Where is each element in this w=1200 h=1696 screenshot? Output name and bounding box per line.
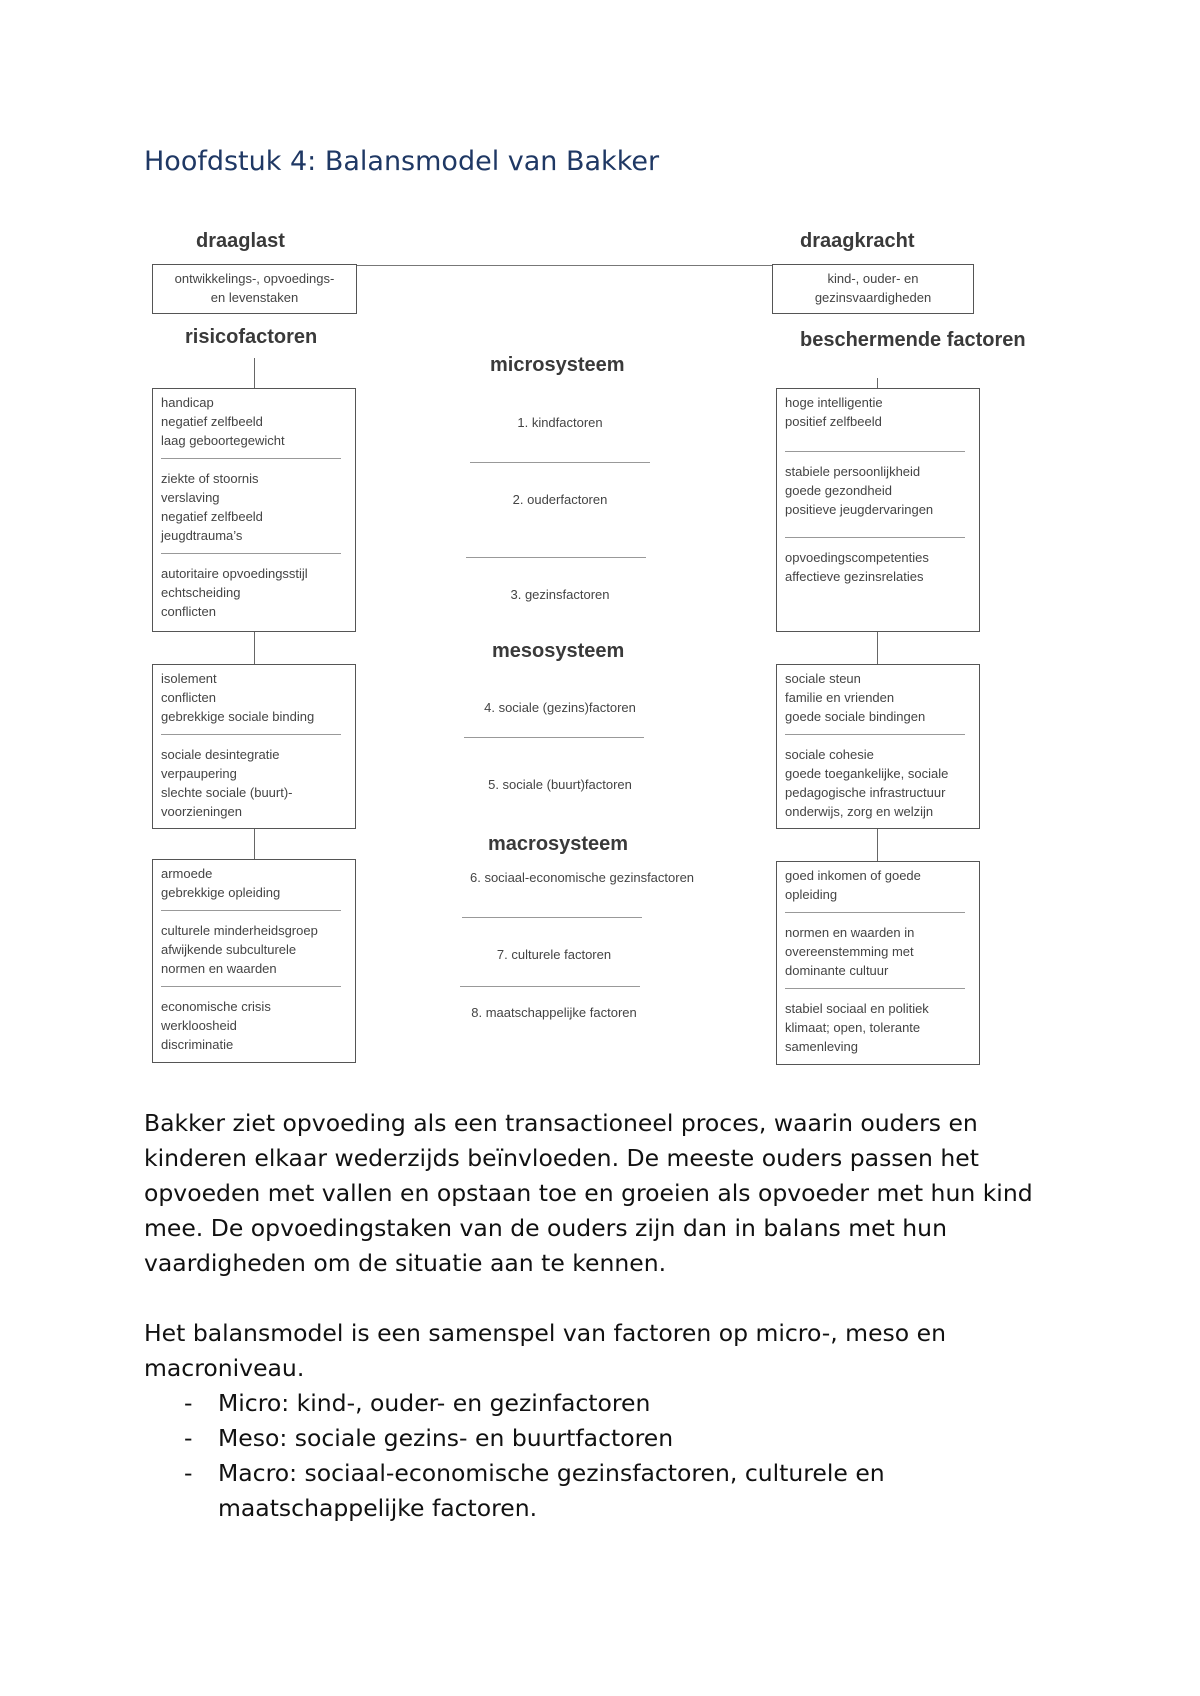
risk-box-macro: [152, 859, 356, 1063]
level-item: [470, 868, 695, 887]
risicofactoren-label: risicofactoren: [185, 326, 318, 348]
connector-line: [254, 358, 255, 388]
microsysteem-label: microsysteem: [490, 354, 625, 376]
protect-item: sociale cohesie: [785, 747, 874, 762]
level-item: 1. kindfactoren: [517, 415, 603, 430]
protect-item: hoge intelligentie: [785, 395, 883, 410]
draaglast-box-line: ontwikkelings-, opvoedings-: [174, 271, 335, 286]
draaglast-box-line: en levenstaken: [210, 290, 299, 305]
risk-item: economische crisis: [161, 999, 271, 1014]
risk-item: slechte sociale (buurt)-: [161, 785, 293, 800]
risk-box-micro: [152, 388, 356, 632]
middle-divider: [470, 462, 650, 463]
risk-item: conflicten: [161, 690, 216, 705]
risk-item: discriminatie: [161, 1037, 234, 1052]
risk-item: ziekte of stoornis: [161, 471, 259, 486]
beschermende-line: factoren: [946, 329, 1026, 351]
level-item: 5. sociale (buurt)factoren: [488, 777, 632, 792]
protect-box-macro: [776, 861, 980, 1065]
list-item-text: Macro: sociaal-economische gezinsfactoren, culturele en maatschappelijke factoren.: [218, 1459, 885, 1522]
level-item-line: 8. maatschappelijke: [471, 1005, 587, 1020]
box-divider: [785, 988, 965, 989]
protect-item: normen en waarden in: [785, 925, 915, 940]
level-item: 3. gezinsfactoren: [510, 587, 610, 602]
box-divider: [161, 910, 341, 911]
connector-line: [254, 632, 255, 664]
risk-item: sociale desintegratie: [161, 747, 280, 762]
box-divider: [161, 734, 341, 735]
risk-item: negatief zelfbeeld: [161, 414, 263, 429]
risk-item: verslaving: [161, 490, 220, 505]
risk-item: voorzieningen: [161, 804, 242, 819]
protect-item: klimaat; open, tolerante: [785, 1020, 921, 1035]
protect-item: samenleving: [785, 1039, 858, 1054]
connector-line: [877, 632, 878, 664]
level-item-line: 6. sociaal-economische: [470, 870, 606, 885]
box-divider: [785, 912, 965, 913]
risk-item: isolement: [161, 671, 217, 686]
body-paragraph: Het balansmodel is een samenspel van factoren op micro-, meso en macroniveau.: [144, 1319, 946, 1382]
middle-divider: [460, 986, 640, 987]
page-title: Hoofdstuk 4: Balansmodel van Bakker: [144, 146, 660, 177]
risk-item: jeugdtrauma’s: [161, 528, 243, 543]
risk-item: handicap: [161, 395, 214, 410]
box-divider: [161, 986, 341, 987]
beschermende-factoren-label: [800, 326, 1026, 354]
protect-item: goede sociale bindingen: [785, 709, 926, 724]
list-item: [144, 1456, 1044, 1526]
level-item: 4. sociale (gezins)factoren: [484, 700, 636, 715]
box-divider: [785, 537, 965, 538]
protect-item: affectieve gezinsrelaties: [785, 569, 924, 584]
level-item-line: gezinsfactoren: [609, 870, 695, 885]
connector-line: [877, 829, 878, 861]
protect-item: dominante cultuur: [785, 963, 889, 978]
level-item: 7. culturele factoren: [496, 947, 612, 962]
protect-item: onderwijs, zorg en welzijn: [785, 804, 934, 819]
box-divider: [785, 451, 965, 452]
risk-item: verpaupering: [161, 766, 237, 781]
protect-item: sociale steun: [785, 671, 861, 686]
level-item-line: factoren: [589, 1005, 637, 1020]
balance-connector: [356, 265, 772, 266]
protect-item: goed inkomen of goede: [785, 868, 921, 883]
draaglast-label: draaglast: [196, 230, 285, 252]
level-item: 2. ouderfactoren: [512, 492, 608, 507]
risk-item: armoede: [161, 866, 213, 881]
protect-item: overeenstemming met: [785, 944, 914, 959]
box-divider: [161, 458, 341, 459]
protect-box-micro: [776, 388, 980, 632]
middle-divider: [462, 917, 642, 918]
middle-divider: [464, 737, 644, 738]
bullet-dash: -: [184, 1424, 193, 1452]
list-item-text: Micro: kind-, ouder- en gezinfactoren: [218, 1389, 651, 1417]
protect-item: pedagogische infrastructuur: [785, 785, 946, 800]
protect-item: stabiel sociaal en politiek: [785, 1001, 929, 1016]
protect-item: opleiding: [785, 887, 838, 902]
risk-item: laag geboortegewicht: [161, 433, 285, 448]
protect-item: familie en vrienden: [785, 690, 895, 705]
risk-item: conflicten: [161, 604, 216, 619]
protect-item: opvoedingscompetenties: [785, 550, 929, 565]
level-item: [464, 1003, 644, 1022]
bullet-dash: -: [184, 1389, 193, 1417]
list-item-text: Meso: sociale gezins- en buurtfactoren: [218, 1424, 674, 1452]
draagkracht-box: [772, 264, 974, 314]
risk-box-meso: [152, 664, 356, 829]
mesosysteem-label: mesosysteem: [492, 640, 625, 662]
middle-divider: [466, 557, 646, 558]
box-divider: [785, 734, 965, 735]
risk-item: gebrekkige sociale binding: [161, 709, 315, 724]
draagkracht-box-line: kind-, ouder- en: [827, 271, 919, 286]
connector-line: [877, 378, 878, 388]
body-paragraph: Bakker ziet opvoeding als een transactioneel proces, waarin ouders en kinderen elkaar wederzijds beïnvloeden. De meeste ouders passen het opvoeden met vallen en opstaan toe en groeien als opvoeder met hun kind mee. De opvoedingstaken van de ouders zijn dan in balans met hun vaardigheden om de situatie aan te kennen.: [144, 1109, 1033, 1277]
risk-item: gebrekkige opleiding: [161, 885, 281, 900]
risk-item: negatief zelfbeeld: [161, 509, 263, 524]
protect-item: stabiele persoonlijkheid: [785, 464, 921, 479]
box-divider: [161, 553, 341, 554]
draaglast-box: [152, 264, 357, 314]
beschermende-line: beschermende: [800, 329, 942, 351]
risk-item: autoritaire opvoedingsstijl: [161, 566, 308, 581]
risk-item: normen en waarden: [161, 961, 277, 976]
protect-item: positief zelfbeeld: [785, 414, 882, 429]
risk-item: afwijkende subculturele: [161, 942, 297, 957]
protect-item: goede gezondheid: [785, 483, 892, 498]
protect-item: goede toegankelijke, sociale: [785, 766, 949, 781]
draagkracht-box-line: gezinsvaardigheden: [814, 290, 932, 305]
list-item: [144, 1421, 1044, 1456]
connector-line: [254, 829, 255, 859]
risk-item: echtscheiding: [161, 585, 241, 600]
risk-item: werkloosheid: [161, 1018, 237, 1033]
protect-item: positieve jeugdervaringen: [785, 502, 934, 517]
list-item: [144, 1386, 1044, 1421]
bullet-dash: -: [184, 1459, 193, 1487]
bullet-list: [144, 1386, 1044, 1526]
macrosysteem-label: macrosysteem: [488, 833, 629, 855]
risk-item: culturele minderheidsgroep: [161, 923, 318, 938]
draagkracht-label: draagkracht: [800, 230, 915, 252]
protect-box-meso: [776, 664, 980, 829]
